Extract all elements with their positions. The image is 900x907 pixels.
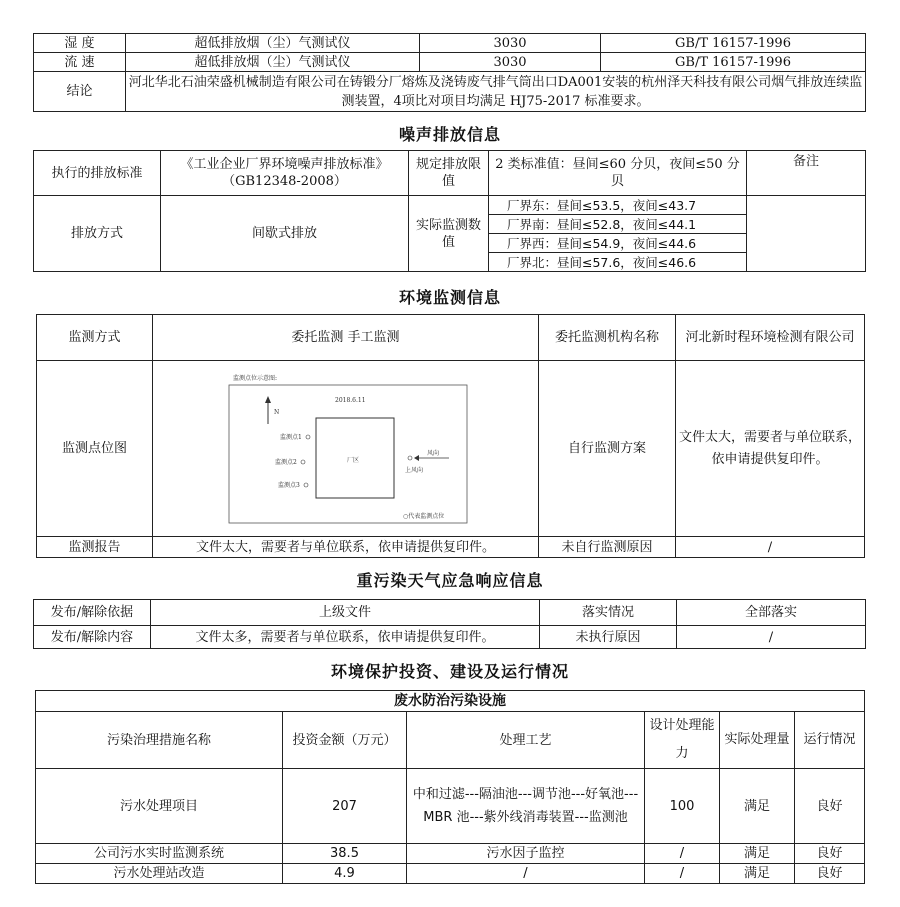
conclusion-row (34, 72, 866, 112)
actual-east: 厂界东：昼间≤53.5，夜间≤43.7 (489, 196, 747, 215)
row-status: 良好 (795, 864, 865, 884)
header-name: 污染治理措施名称 (36, 712, 283, 769)
agency-value: 河北新时程环境检测有限公司 (676, 315, 865, 361)
row-status: 良好 (795, 769, 865, 844)
table-row (37, 361, 865, 537)
map-title: 监测点位示意图: (233, 374, 278, 382)
env-monitoring-table (36, 314, 865, 558)
table-row (36, 691, 865, 712)
row-process: / (407, 864, 645, 884)
noise-table (33, 150, 866, 272)
north-arrow-icon (265, 396, 271, 424)
row-status: 良好 (795, 844, 865, 864)
map-north: N (274, 408, 280, 416)
upwind-marker (408, 456, 412, 460)
method-value: 委托监测 手工监测 (153, 315, 539, 361)
monitoring-point-map (223, 372, 473, 527)
basis-value: 上级文件 (151, 600, 540, 626)
point2-marker (301, 460, 305, 464)
invest-section-title: 环境保护投资、建设及运行情况 (330, 662, 569, 681)
noexec-value: / (677, 626, 866, 649)
impl-label: 落实情况 (540, 600, 677, 626)
impl-value: 全部落实 (677, 600, 866, 626)
mode-value: 间歇式排放 (161, 196, 409, 272)
instrument-cell: 超低排放烟（尘）气测试仪 (126, 34, 420, 53)
map-wind: 风向 (427, 449, 440, 457)
row-actual: 满足 (720, 769, 795, 844)
points-label: 监测点位图 (37, 361, 153, 537)
content-label: 发布/解除内容 (34, 626, 151, 649)
param-cell: 湿 度 (34, 34, 126, 53)
table-row (34, 34, 866, 53)
row-amount: 4.9 (283, 864, 407, 884)
content-value: 文件太多，需要者与单位联系，依申请提供复印件。 (151, 626, 540, 649)
remark-label: 备注 (747, 151, 866, 196)
standard-cell: GB/T 16157-1996 (601, 53, 866, 72)
actual-west: 厂界西：昼间≤54.9，夜间≤44.6 (489, 234, 747, 253)
plan-label: 自行监测方案 (539, 361, 676, 537)
plan-value: 文件太大，需要者与单位联系，依申请提供复印件。 (676, 361, 865, 537)
row-capacity: / (645, 844, 720, 864)
monitoring-instrument-table (33, 33, 866, 112)
model-cell: 3030 (420, 34, 601, 53)
agency-label: 委托监测机构名称 (539, 315, 676, 361)
env-section-title: 环境监测信息 (398, 288, 501, 307)
mode-label: 排放方式 (34, 196, 161, 272)
row-process: 污水因子监控 (407, 844, 645, 864)
actual-north: 厂界北：昼间≤57.6，夜间≤46.6 (489, 253, 747, 272)
method-label: 监测方式 (37, 315, 153, 361)
map-upwind: 上风向 (405, 466, 424, 474)
table-row (34, 151, 866, 196)
pollution-section-title: 重污染天气应急响应信息 (356, 571, 544, 590)
map-point3: 监测点3 (278, 481, 300, 489)
table-row (34, 53, 866, 72)
table-row (36, 844, 865, 864)
pollution-response-table (33, 599, 866, 649)
point3-marker (304, 483, 308, 487)
table-row (34, 196, 866, 215)
table-row (34, 626, 866, 649)
limit-label: 规定排放限值 (409, 151, 489, 196)
point1-marker (306, 435, 310, 439)
standard-cell: GB/T 16157-1996 (601, 34, 866, 53)
param-cell: 流 速 (34, 53, 126, 72)
map-legend: ○代表监测点位 (403, 512, 445, 520)
actual-south: 厂界南：昼间≤52.8，夜间≤44.1 (489, 215, 747, 234)
header-row (36, 712, 865, 769)
row-actual: 满足 (720, 864, 795, 884)
row-amount: 207 (283, 769, 407, 844)
actual-label: 实际监测数值 (409, 196, 489, 272)
row-capacity: / (645, 864, 720, 884)
remark-value (747, 196, 866, 272)
facility-subtitle: 废水防治污染设施 (36, 691, 865, 712)
map-point2: 监测点2 (275, 458, 297, 466)
report-label: 监测报告 (37, 537, 153, 558)
map-date: 2018.6.11 (335, 396, 366, 404)
conclusion-text: 河北华北石油荣盛机械制造有限公司在铸锻分厂熔炼及浇铸废气排气筒出口DA001安装的杭州泽天科技有限公司烟气排放连续监测装置，4项比对项目均满足 HJ75-2017 标准要求。 (126, 72, 866, 112)
std-value: 《工业企业厂界环境噪声排放标准》（GB12348-2008） (161, 151, 409, 196)
map-factory: 厂区 (347, 456, 360, 464)
wastewater-facility-table (35, 690, 865, 884)
row-name: 污水处理站改造 (36, 864, 283, 884)
header-amount: 投资金额（万元） (283, 712, 407, 769)
table-row (36, 864, 865, 884)
no-self-value: / (676, 537, 865, 558)
report-value: 文件太大，需要者与单位联系，依申请提供复印件。 (153, 537, 539, 558)
row-name: 公司污水实时监测系统 (36, 844, 283, 864)
header-process: 处理工艺 (407, 712, 645, 769)
limit-value: 2 类标准值：昼间≤60 分贝，夜间≤50 分贝 (489, 151, 747, 196)
table-row (34, 600, 866, 626)
table-row (36, 769, 865, 844)
header-status: 运行情况 (795, 712, 865, 769)
instrument-cell: 超低排放烟（尘）气测试仪 (126, 53, 420, 72)
map-point1: 监测点1 (280, 433, 302, 441)
std-label: 执行的排放标准 (34, 151, 161, 196)
basis-label: 发布/解除依据 (34, 600, 151, 626)
header-capacity: 设计处理能力 (645, 712, 720, 769)
row-name: 污水处理项目 (36, 769, 283, 844)
table-row (37, 537, 865, 558)
row-capacity: 100 (645, 769, 720, 844)
noexec-label: 未执行原因 (540, 626, 677, 649)
row-actual: 满足 (720, 844, 795, 864)
map-cell (153, 361, 539, 537)
table-row (37, 315, 865, 361)
row-amount: 38.5 (283, 844, 407, 864)
no-self-label: 未自行监测原因 (539, 537, 676, 558)
header-actual: 实际处理量 (720, 712, 795, 769)
row-process: 中和过滤---隔油池---调节池---好氧池---MBR 池---紫外线消毒装置---监测池 (407, 769, 645, 844)
conclusion-label: 结论 (34, 72, 126, 112)
noise-section-title: 噪声排放信息 (398, 125, 501, 144)
model-cell: 3030 (420, 53, 601, 72)
